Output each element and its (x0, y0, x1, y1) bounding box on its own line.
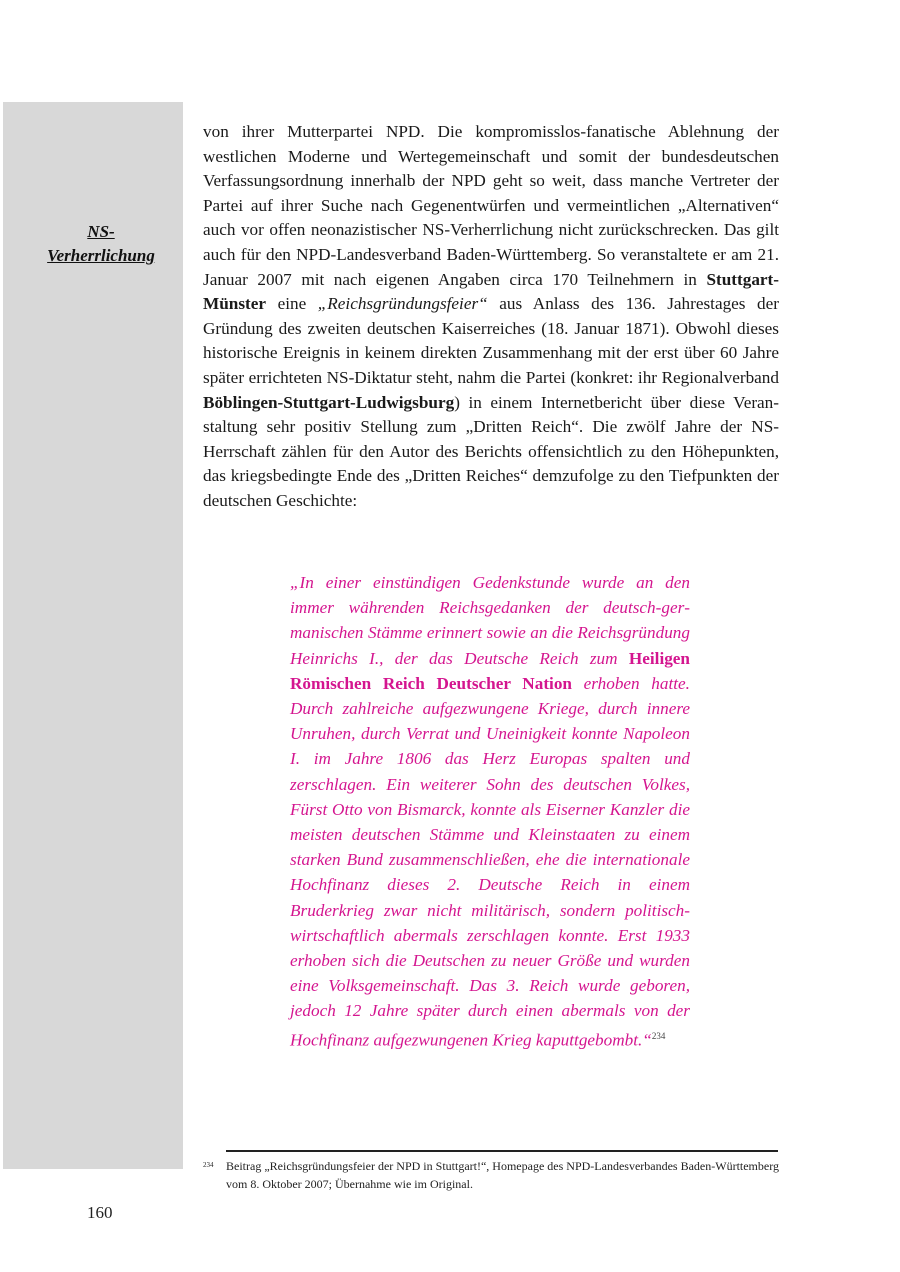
quote-part-1: „In einer einstündigen Gedenkstunde wurde an den immer währenden Reichsgedanken der deutsch-germanischen Stämme erinnert sowie an die Reichsgründung Heinrichs I., der das Deutsche Reich zum (290, 573, 690, 668)
footnote (203, 1157, 779, 1193)
footnote-divider (226, 1150, 778, 1152)
event-name: „Reichsgründungsfeier“ (317, 294, 488, 314)
margin-note-line-2: Verherrlichung (47, 246, 155, 265)
place-stuttgart-muenster: Stuttgart-Münster (203, 269, 779, 314)
footnote-text: Beitrag „Reichsgründungsfeier der NPD in Stuttgart!“, Homepage des NPD-Landesverbandes Baden-Württemberg vom 8. Oktober 2007; Übernahme wie im Original. (226, 1159, 779, 1191)
body-text-part-4: ) in einem Internetbericht über diese Veranstaltung sehr positiv Stellung zum „Dritten Reich“. Die zwölf Jahre der NS-Herrschaft zählen für den Autor des Berichts offensichtlich zu den Höhepunkten, das kriegsbedingte Ende des „Dritten Reiches“ demzufolge zu den Tiefpunkten der deutschen Geschichte: (203, 392, 779, 510)
place-boeblingen: Böblingen-Stuttgart-Ludwigsburg (203, 392, 455, 412)
quote-part-2: erhoben hatte. Durch zahlreiche aufgezwungene Kriege, durch innere Unruhen, durch Verrat und Uneinigkeit konnte Napoleon I. im Jahre 1806 das Herz Europas spalten und zerschlagen. Ein weiterer Sohn des deutschen Volkes, Fürst Otto von Bismarck, konnte als Eiserner Kanzler die meisten deutschen Stämme und Kleinstaaten zu einem starken Bund zusammenschließen, ehe die internationale Hochfinanz dieses 2. Deutsche Reich in einem Bruderkrieg zwar nicht militärisch, sondern politisch-wirtschaftlich abermals zerschlagen konnte. Erst 1933 erhoben sich die Deutschen zu neuer Größe und wurden eine Volksgemeinschaft. Das 3. Reich wurde geboren, jedoch 12 Jahre später durch einen abermals von der Hochfinanz aufgezwungenen Krieg kaputtgebombt.“ (290, 673, 690, 1050)
body-text-part-2: eine (266, 294, 318, 314)
block-quote (290, 570, 690, 1053)
margin-note-line-1: NS- (87, 222, 115, 241)
page-number: 160 (87, 1203, 113, 1222)
footnote-reference[interactable]: 234 (651, 1030, 666, 1041)
footnote-number: 234 (203, 1161, 214, 1169)
body-paragraph (203, 120, 779, 514)
quote-highlight: Heiligen Römischen Reich Deutscher Nation (290, 648, 690, 693)
body-text-part-3: aus Anlass des 136. Jahrestages der Gründung des zweiten deutschen Kaiserreiches (18. Januar 1871). Obwohl dieses historische Ereignis in keinem direkten Zusammenhang mit der erst über 60 Jahre später errichteten NS-Diktatur steht, nahm die Partei (konkret: ihr Regionalverband (203, 294, 779, 387)
margin-note (3, 220, 199, 268)
body-text-part-1: von ihrer Mutterpartei NPD. Die kompromisslos-fanatische Ablehnung der westlichen Moderne und Wertegemeinschaft und somit der bundesdeutschen Verfassungsordnung innerhalb der NPD geht so weit, dass manche Vertreter der Partei auf ihrer Suche nach Gegenentwürfen und vermeintlichen „Alternativen“ auch vor offen neonazistischer NS-Verherrlichung nicht zurückschrecken. Das gilt auch für den NPD-Landesverband Baden-Württemberg. So veranstaltete er am 21. Januar 2007 mit nach eigenen Angaben circa 170 Teilnehmern in (203, 122, 779, 289)
